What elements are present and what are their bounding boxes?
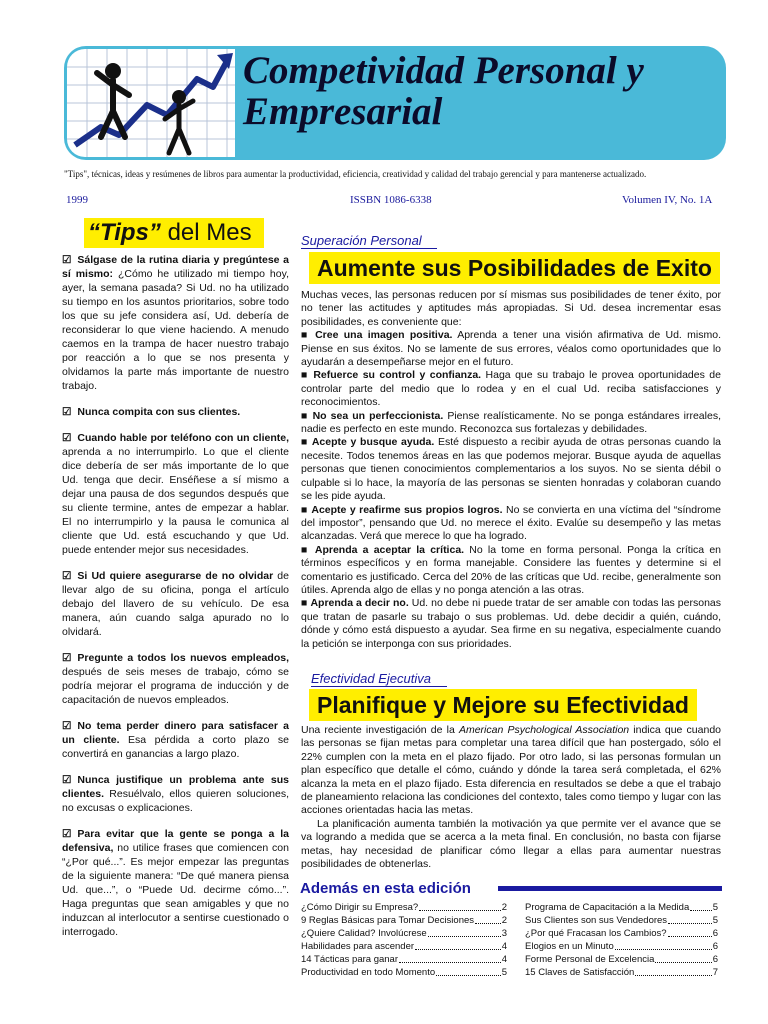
- contents-item[interactable]: ¿Cómo Dirigir su Empresa? 2: [301, 902, 507, 913]
- newsletter-title: Competividad Personal y Empresarial: [243, 49, 644, 133]
- tips-heading: “Tips” del Mes: [84, 218, 264, 248]
- contents-item[interactable]: Elogios en un Minuto 6: [525, 941, 718, 952]
- contents-list-right: [525, 901, 718, 979]
- article-1-kicker: Superación Personal: [301, 233, 437, 249]
- checkbox-icon: ☑: [62, 774, 72, 786]
- checkbox-icon: ☑: [62, 406, 72, 418]
- contents-item[interactable]: Forme Personal de Excelencia 6: [525, 954, 718, 965]
- square-bullet-icon: ■: [301, 369, 309, 382]
- bullet-item: ■ No sea un perfeccionista. Piense realísticamente. No se ponga estándares irreales, nadie es perfecto en este mundo. Reconozca sus fortalezas y debilidades.: [301, 409, 721, 436]
- tip-item: ☑ Si Ud quiere asegurarse de no olvidar de llevar algo de su oficina, ponga el artículo debajo del llavero de su vehículo. De esa manera, aún cuando salga apurado no lo olvidará.: [62, 570, 289, 638]
- article-2-title: Planifique y Mejore su Efectividad: [309, 689, 697, 721]
- bullet-item: ■ Aprenda a decir no. Ud. no debe ni puede tratar de ser amable con todas las personas que tratan de pasarle su trabajo o sus problemas. Ud. debe decidir a quién, cuándo, dónde y cómo está dispuesto a ayudar. Sea firme en su negativa, especialmente cuando la petición se interponga con sus prioridades.: [301, 597, 722, 650]
- bullet-item: ■ Acepte y reafirme sus propios logros. No se convierta en una víctima del “síndrome del impostor”, pensando que Ud. no merece el éxito. Evalúe su desempeño y las metas alcanzadas. Verá que merece lo que ha logrado.: [301, 503, 722, 543]
- article-2-kicker: Efectividad Ejecutiva: [311, 671, 447, 687]
- tip-item: ☑ Sálgase de la rutina diaria y pregúntese a sí mismo: ¿Cómo he utilizado mi tiempo hoy, ayer, la semana pasada? Si Ud. no ha utilizado su tiempo en los asuntos prioritarios, sobre todo los que su jefe considera así, Ud. debería de reconsiderar lo que viene haciendo. A menudo caemos en la trampa de hacer nuestro trabajo por reacción a lo que se nos presenta y olvidamos la parte más importante de nuestro trabajo.: [62, 254, 289, 392]
- article-2-paragraph-2: La planificación aumenta también la motivación ya que permite ver el avance que se va logrando a medida que se acerca a la meta final. En conclusión, no basta con fijarse metas, hay necesidad de planificar cómo llegar a ellas para aumentar nuestras posibilidades de obtenerlas.: [301, 817, 721, 871]
- article-2-paragraph-1: Una reciente investigación de la American Psychological Association indica que cuando las personas se fijan metas para completar una tarea difícil que han postergado, sólo el 22% cumplen con la meta en el plazo fijado. Por otro lado, si las personas formulan un plan específico que detalle el cómo, cuándo y dónde la tarea será completada, el 62% alcanza la meta en el plazo fijado. Esta diferencia en resultados se debe a que el trabajo de planeamiento relaciona las condiciones del contexto, tales como tiempo y lugar con las acciones orientadas hacia las metas.: [301, 724, 721, 817]
- tips-list: [62, 253, 289, 951]
- tip-item: ☑ No tema perder dinero para satisfacer a un cliente. Esa pérdida a corto plazo se convertirá en ganancias a largo plazo.: [62, 720, 289, 760]
- article-2: [301, 670, 721, 871]
- article-1: [301, 232, 721, 651]
- bullet-item: ■ Cree una imagen positiva. Aprenda a tener una visión afirmativa de Ud. mismo. Piense en sus éxitos. No se lamente de sus errores, véalos como oportunidades que lo ayudarán a desempeñarse mejor en el futuro.: [301, 329, 722, 369]
- square-bullet-icon: ■: [301, 329, 310, 342]
- square-bullet-icon: ■: [301, 436, 309, 449]
- tip-item: ☑ Nunca justifique un problema ante sus clientes. Resuélvalo, ellos quieren soluciones, no excusas o explicaciones.: [62, 774, 289, 814]
- contents-item[interactable]: Programa de Capacitación a la Medida 5: [525, 902, 718, 913]
- contents-item[interactable]: Sus Clientes son sus Vendedores 5: [525, 915, 718, 926]
- checkbox-icon: ☑: [62, 720, 72, 732]
- contents-item[interactable]: Productividad en todo Momento 5: [301, 967, 507, 978]
- contents-item[interactable]: 9 Reglas Básicas para Tomar Decisiones 2: [301, 915, 507, 926]
- article-1-body: [301, 289, 721, 651]
- tip-item: ☑ Para evitar que la gente se ponga a la defensiva, no utilice frases que comiencen con “¿Por qué...”. Es mejor empezar las preguntas de la siguiente manera: “De qué manera piensa Ud. que...”, o “Puede Ud. decirme cómo...”. Haga preguntas que sean amigables y que no induzcan al interlocutor a sentirse cuestionado o interrogado.: [62, 828, 289, 938]
- bullet-item: ■ Acepte y busque ayuda. Esté dispuesto a recibir ayuda de otras personas cuando la necesite. Todos tenemos áreas en las que podemos mejorar. Busque ayuda de aquellas personas que tienen conocimientos complementarios a los suyos. No se sienta débil o culpable si lo hace, la mayoría de las personas se sienten honradas y colaboran cuando se les pide ayuda.: [301, 436, 722, 503]
- square-bullet-icon: ■: [301, 543, 310, 556]
- growth-chart-logo-icon: [67, 49, 235, 157]
- article-1-intro: Muchas veces, las personas reducen por sí mismas sus posibilidades de tener éxito, por no tener las actitudes y aptitudes más apropiadas. Si Ud. desea incrementar esas posibilidades, es conveniente que:: [301, 289, 721, 328]
- issn: ISSBN 1086-6338: [350, 194, 432, 206]
- article-1-title: Aumente sus Posibilidades de Exito: [309, 252, 720, 284]
- tagline: "Tips", técnicas, ideas y resúmenes de libros para aumentar la productividad, eficiencia, creatividad y calidad del trabajo gerencial y para mantenerse actualizado.: [64, 169, 647, 179]
- contents-item[interactable]: 15 Claves de Satisfacción 7: [525, 967, 718, 978]
- checkbox-icon: ☑: [62, 432, 72, 444]
- checkbox-icon: ☑: [62, 828, 72, 840]
- bullet-item: ■ Aprenda a aceptar la crítica. No la tome en forma personal. Ponga la crítica en términos específicos y en forma manejable. Considere las fuentes y determine si el comentario es justificado. Cerca del 20% de las críticas que Ud. recibe, generalmente son útiles. Aprenda algo de ellas y no ponga atención a las otras.: [301, 543, 721, 596]
- issue-year: 1999: [66, 194, 88, 206]
- tip-item: ☑ Pregunte a todos los nuevos empleados, después de seis meses de trabajo, cómo se podría mejorar el programa de inducción y de capacitación de nuevos empleados.: [62, 652, 289, 706]
- article-2-body: [301, 724, 721, 871]
- square-bullet-icon: ■: [301, 503, 308, 516]
- tip-item: ☑ Nunca compita con sus clientes.: [62, 406, 241, 418]
- bullet-item: ■ Refuerce su control y confianza. Haga que su trabajo le provea oportunidades de controlar parte del medio que lo rodea y en el cual Ud. reciba satisfacciones y reconocimientos.: [301, 369, 721, 409]
- square-bullet-icon: ■: [301, 597, 308, 610]
- square-bullet-icon: ■: [301, 409, 309, 422]
- contents-list-left: [301, 901, 507, 979]
- contents-item[interactable]: ¿Quiere Calidad? Involúcrese 3: [301, 928, 507, 939]
- tip-item: ☑ Cuando hable por teléfono con un cliente, aprenda a no interrumpirlo. Lo que el cliente dice debería de ser más importante de lo que Ud. tenga que decir. Enséñese a sí mismo a dejar una pausa de dos segundos después que su cliente termine, antes de empezar a hablar. El no interrumpirlo y la pausa le comunica al cliente que Ud. está escuchando y que Ud. puede entender mejor sus necesidades.: [62, 432, 289, 556]
- checkbox-icon: ☑: [62, 254, 72, 266]
- heading-rule: [498, 886, 722, 891]
- checkbox-icon: ☑: [62, 570, 72, 582]
- checkbox-icon: ☑: [62, 652, 72, 664]
- also-in-this-issue-heading: Además en esta edición: [300, 880, 471, 897]
- contents-item[interactable]: Habilidades para ascender 4: [301, 941, 507, 952]
- volume-number: Volumen IV, No. 1A: [622, 194, 713, 206]
- contents-item[interactable]: ¿Por qué Fracasan los Cambios? 6: [525, 928, 718, 939]
- contents-item[interactable]: 14 Tácticas para ganar 4: [301, 954, 507, 965]
